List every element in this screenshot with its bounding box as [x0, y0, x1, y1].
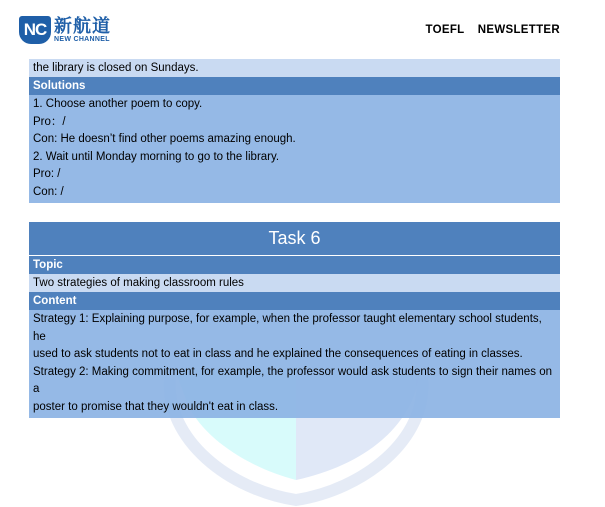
document-content — [29, 59, 560, 418]
solution-line: Pro: / — [33, 168, 61, 180]
content-heading: Content — [29, 292, 560, 310]
solution-line: Con: He doesn’t find other poems amazing enough. — [33, 133, 296, 145]
content-line: Strategy 1: Explaining purpose, for example, when the professor taught elementary school students, he — [33, 313, 542, 343]
solution-line: 1. Choose another poem to copy. — [33, 98, 203, 110]
topic-heading: Topic — [29, 256, 560, 274]
content-line: Strategy 2: Making commitment, for example, the professor would ask students to sign their names on a — [33, 365, 553, 395]
topic-text: Two strategies of making classroom rules — [29, 274, 560, 292]
header-right — [415, 24, 560, 36]
solutions-block — [29, 95, 560, 203]
solution-line: Pro：/ — [33, 115, 66, 128]
logo — [19, 16, 111, 44]
content-line: poster to promise that they wouldn't eat in class. — [33, 400, 279, 413]
content-line: used to ask students not to eat in class and he explained the consequences of eating in classes. — [33, 348, 523, 360]
solution-line: Con: / — [33, 185, 64, 198]
content-block — [29, 310, 560, 418]
header-toefl: TOEFL — [425, 24, 465, 36]
logo-text — [54, 16, 111, 44]
solutions-heading: Solutions — [29, 77, 560, 95]
header-newsletter: NEWSLETTER — [477, 24, 560, 36]
logo-mark: NC — [19, 16, 51, 44]
logo-english: NEW CHANNEL — [54, 36, 110, 43]
task-title: Task 6 — [29, 222, 560, 255]
solution-line: 2. Wait until Monday morning to go to the library. — [33, 150, 280, 163]
logo-chinese: 新航道 — [54, 16, 111, 36]
page-header — [0, 0, 605, 56]
carry-over-line: the library is closed on Sundays. — [29, 59, 560, 77]
